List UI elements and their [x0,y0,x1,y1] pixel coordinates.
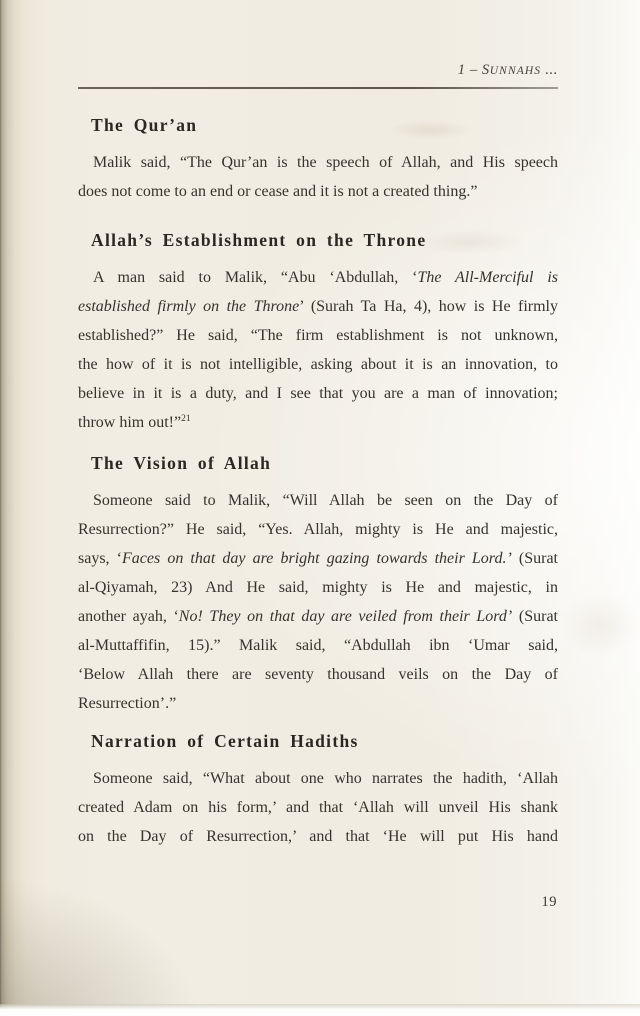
text-segment: on the Day of Resurrection,’ and that ‘He will put His hand [78,828,558,845]
text-line [78,177,558,206]
text-segment: another ayah, ‘ [78,608,179,625]
text-segment: al-Muttaffifin, 15).” Malik said, “Abdullah ibn ‘Umar said, [78,637,558,654]
text-segment: throw him out!” [78,414,182,431]
text-line [78,350,558,379]
text-segment: A man said to Malik, “Abu ‘Abdullah, ‘ [93,269,418,286]
text-segment: ’ (Surah Ta Ha, 4), how is He firmly [299,298,558,315]
text-segment: established firmly on the Throne [78,298,300,315]
text-line [78,263,558,292]
running-header-title-caps: UNNAHS [489,65,542,77]
header-rule [78,87,558,89]
text-segment: believe in it is a duty, and I see that you are a man of innovation; [78,385,558,402]
section-heading: Allah’s Establishment on the Throne [91,230,427,250]
page-number: 19 [541,894,557,910]
text-segment: says, ‘ [78,550,122,567]
text-segment: established?” He said, “The firm establishment is not unknown, [78,327,558,344]
text-line [78,515,558,544]
running-header-chapter-number: 1 – S [457,62,490,78]
running-header [78,0,558,89]
section [78,731,558,851]
text-segment: al-Qiyamah, 23) And He said, mighty is He and majestic, in [78,579,558,596]
text-line [78,602,558,631]
paragraph [78,263,558,437]
page-body [78,115,558,851]
text-line [78,660,558,689]
text-line [78,148,558,177]
section-heading: The Vision of Allah [91,453,272,473]
footnote-marker: 21 [181,414,191,424]
section [78,115,558,206]
paragraph [78,148,558,206]
text-segment: the how of it is not intelligible, asking about it is an innovation, to [78,356,558,373]
text-line [78,292,558,321]
text-line [78,631,558,660]
text-line [78,321,558,350]
text-segment: (Surat [512,608,558,625]
text-segment: The All-Merciful is [417,269,559,286]
text-segment: created Adam on his form,’ and that ‘Allah will unveil His shank [78,799,558,816]
text-line [78,379,558,408]
text-segment: Faces on that day are bright gazing towards their Lord.’ [122,550,512,567]
section-heading: The Qur’an [91,115,198,135]
paragraph [78,486,558,718]
text-line [78,544,558,573]
running-header-text [78,61,558,81]
paragraph [78,764,558,851]
section [78,230,558,437]
text-segment: ‘Below Allah there are seventy thousand veils on the Day of [78,666,558,683]
text-segment: (Surat [511,550,558,567]
text-segment: Resurrection’.” [78,695,177,712]
text-line [78,486,558,515]
text-segment: Someone said, “What about one who narrates the hadith, ‘Allah [93,770,558,787]
text-segment: No! They on that day are veiled from their Lord’ [178,608,513,625]
section-heading: Narration of Certain Hadiths [91,731,359,751]
text-segment: does not come to an end or cease and it is not a created thing.” [78,183,478,200]
text-line [78,689,558,718]
running-header-ellipsis: ... [541,62,558,78]
section [78,453,558,718]
text-line [78,764,558,793]
text-line [78,573,558,602]
text-line [78,408,558,437]
text-segment: Resurrection?” He said, “Yes. Allah, mighty is He and majestic, [78,521,558,538]
text-line [78,793,558,822]
text-segment: Someone said to Malik, “Will Allah be seen on the Day of [93,492,558,509]
text-line [78,822,558,851]
text-segment: Malik said, “The Qur’an is the speech of Allah, and His speech [93,154,558,171]
scan-bottom-edge [0,1004,640,1016]
